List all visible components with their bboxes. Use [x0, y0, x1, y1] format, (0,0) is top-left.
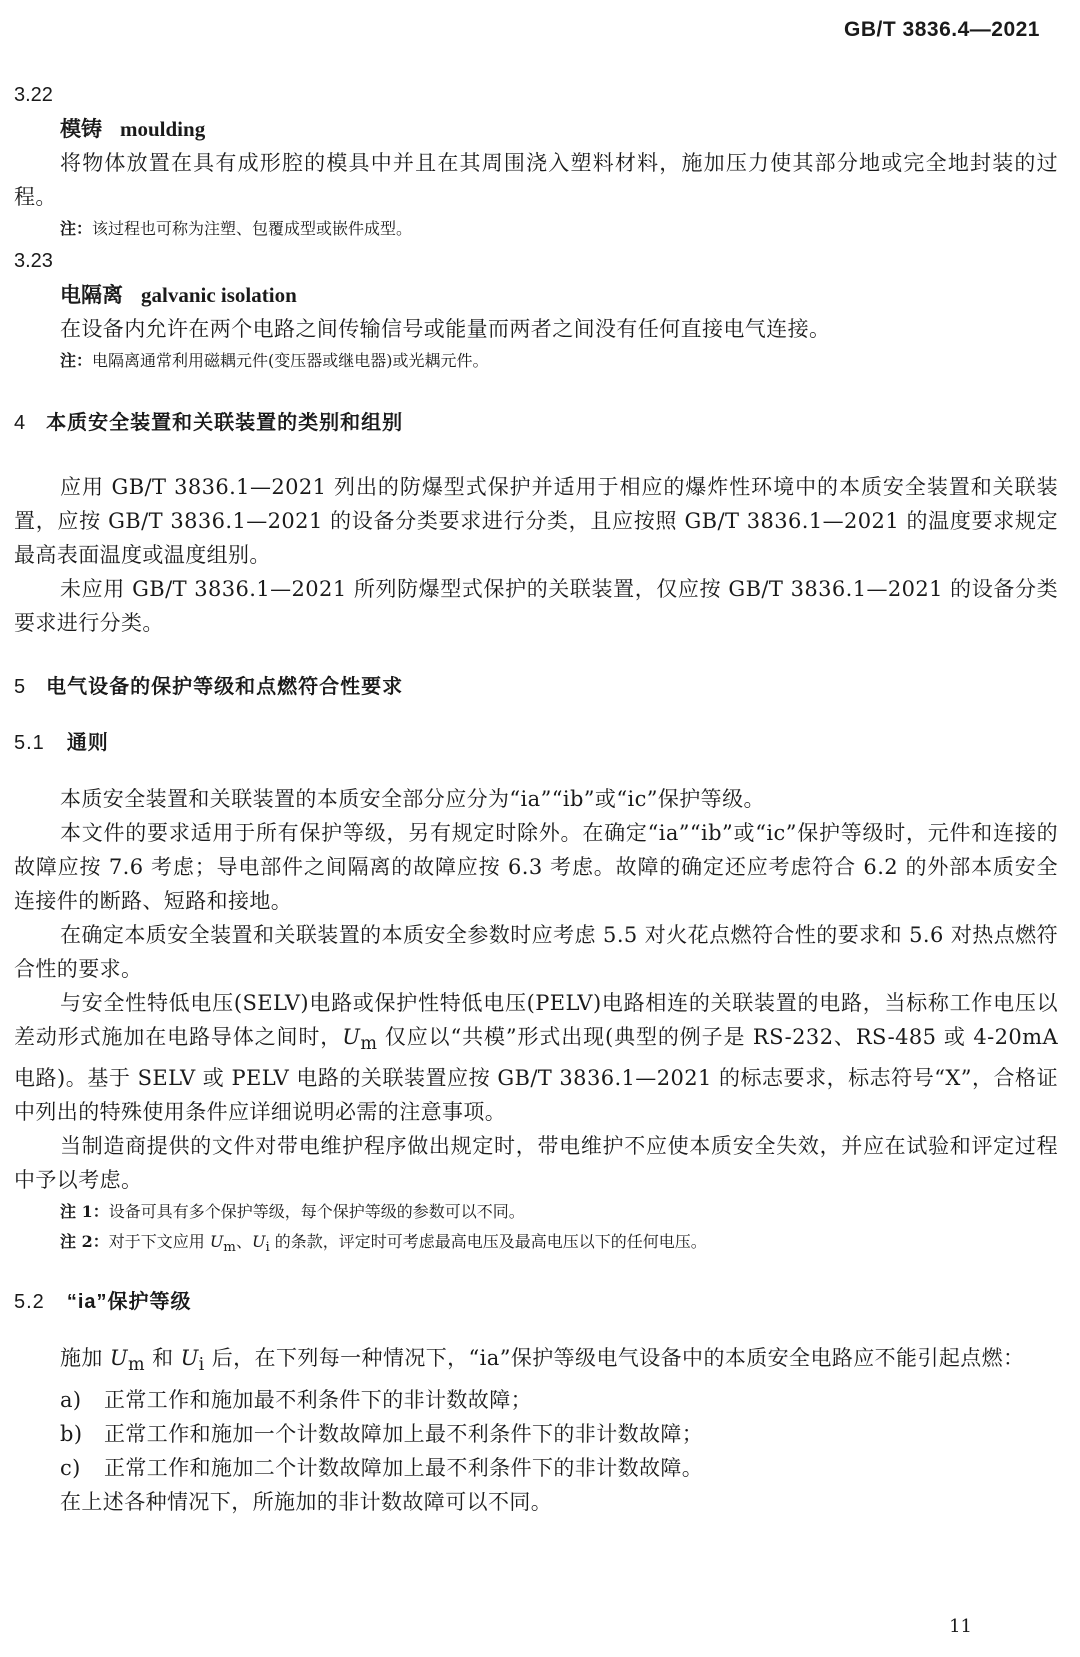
subscript-m: m [223, 1240, 236, 1256]
list-item [14, 1417, 1058, 1451]
section-title: 通则 [66, 732, 109, 754]
term-heading-galvanic-isolation [14, 278, 1058, 312]
list-text: 正常工作和施加一个计数故障加上最不利条件下的非计数故障； [104, 1421, 704, 1446]
section-5-1-paragraph-5: 当制造商提供的文件对带电维护程序做出规定时，带电维护不应使本质安全失效，并应在试验和评定过程中予以考虑。 [14, 1134, 1058, 1193]
term-number-3-23: 3.23 [14, 250, 53, 272]
term-number-3-22: 3.22 [14, 84, 53, 106]
term-en: galvanic isolation [141, 283, 297, 307]
term-note [14, 214, 1058, 244]
symbol-u: U [180, 1346, 199, 1371]
list-marker: a) [60, 1387, 82, 1412]
note-label: 注 1： [60, 1202, 109, 1222]
section-number: 5.2 [14, 1291, 45, 1314]
note-text: 电隔离通常利用磁耦元件(变压器或继电器)或光耦元件。 [92, 351, 489, 370]
section-heading-5 [14, 670, 1058, 704]
page-number: 11 [949, 1616, 972, 1637]
text-run: 后，在下列每一种情况下，“ia”保护等级电气设备中的本质安全电路应不能引起点燃： [204, 1346, 1025, 1371]
list-item [14, 1383, 1058, 1417]
subscript-i: i [198, 1355, 205, 1376]
list-text: 正常工作和施加二个计数故障加上最不利条件下的非计数故障。 [104, 1455, 704, 1480]
section-number: 5 [14, 676, 27, 698]
note-text: 设备可具有多个保护等级，每个保护等级的参数可以不同。 [108, 1202, 525, 1222]
section-title: “ia”保护等级 [66, 1291, 192, 1314]
section-heading-4 [14, 406, 1058, 440]
note-text: 对于下文应用 [108, 1232, 210, 1252]
section-title: 电气设备的保护等级和点燃符合性要求 [46, 676, 404, 698]
document-body [14, 78, 1058, 1519]
note-text: 的条款，评定时可考虑最高电压及最高电压以下的任何电压。 [269, 1232, 707, 1252]
section-title: 本质安全装置和关联装置的类别和组别 [46, 412, 404, 434]
note-text: 、 [235, 1232, 252, 1252]
term-zh: 电隔离 [60, 282, 123, 307]
section-5-1-note-2 [14, 1227, 1058, 1263]
section-number: 4 [14, 412, 27, 434]
subscript-i: i [265, 1240, 270, 1256]
text-run: 和 [145, 1346, 181, 1371]
section-4-paragraph-2: 未应用 GB/T 3836.1—2021 所列防爆型式保护的关联装置，仅应按 GB/T 3836.1—2021 的设备分类要求进行分类。 [14, 577, 1058, 635]
section-5-1-paragraph-2: 本文件的要求适用于所有保护等级，另有规定时除外。在确定“ia”“ib”或“ic”保护等级时，元件和连接的故障应按 7.6 考虑；导电部件之间隔离的故障应按 6.3 考虑。故障的确定还应考虑符合 6.2 的外部本质安全连接件的断路、短路和接地。 [14, 821, 1058, 913]
symbol-u: U [109, 1346, 128, 1371]
text-run: 仅应以“共模”形式出现(典型的例子是 RS-232、RS-485 或 4-20mA 电路)。基于 SELV 或 PELV 电路的关联装置应按 GB/T 3836.1—2021 的标志要求，标志符号“X”，合格证中列出的特殊使用条件应详细说明必需的注意事项。 [14, 1025, 1059, 1125]
note-text: 该过程也可称为注塑、包覆成型或嵌件成型。 [92, 219, 413, 238]
section-heading-5-1 [14, 726, 1058, 760]
term-definition: 将物体放置在具有成形腔的模具中并且在其周围浇入塑料材料，施加压力使其部分地或完全地封装的过程。 [14, 151, 1058, 209]
symbol-u: U [342, 1025, 361, 1049]
symbol-u: U [209, 1232, 224, 1252]
note-label: 注 2： [60, 1232, 109, 1252]
symbol-u: U [251, 1232, 266, 1252]
list-text: 正常工作和施加最不利条件下的非计数故障； [104, 1387, 532, 1412]
section-5-2-paragraph-2: 在上述各种情况下，所施加的非计数故障可以不同。 [60, 1489, 553, 1514]
section-5-1-paragraph-1: 本质安全装置和关联装置的本质安全部分应分为“ia”“ib”或“ic”保护等级。 [60, 787, 765, 811]
note-label: 注： [60, 351, 93, 370]
term-note [14, 346, 1058, 376]
list-item [14, 1451, 1058, 1485]
note-label: 注： [60, 219, 93, 238]
term-definition: 在设备内允许在两个电路之间传输信号或能量而两者之间没有任何直接电气连接。 [60, 317, 831, 341]
text-run: 施加 [60, 1346, 110, 1371]
list-marker: b) [60, 1421, 83, 1446]
document-standard-number: GB/T 3836.4—2021 [844, 18, 1040, 41]
term-zh: 模铸 [60, 116, 102, 141]
section-5-1-note-1 [14, 1197, 1058, 1227]
section-5-1-paragraph-4 [14, 986, 1058, 1129]
section-5-2-paragraph-1 [14, 1341, 1058, 1382]
section-4-paragraph-1: 应用 GB/T 3836.1—2021 列出的防爆型式保护并适用于相应的爆炸性环境中的本质安全装置和关联装置，应按 GB/T 3836.1—2021 的设备分类要求进行分类，且应按照 GB/T 3836.1—2021 的温度要求规定最高表面温度或温度组别。 [14, 475, 1058, 567]
section-heading-5-2 [14, 1285, 1058, 1319]
list-marker: c) [60, 1455, 81, 1480]
term-en: moulding [120, 117, 206, 141]
term-heading-moulding [14, 112, 1058, 146]
section-5-1-paragraph-3: 在确定本质安全装置和关联装置的本质安全参数时应考虑 5.5 对火花点燃符合性的要求和 5.6 对热点燃符合性的要求。 [14, 923, 1058, 981]
subscript-m: m [128, 1355, 145, 1376]
section-number: 5.1 [14, 732, 45, 754]
subscript-m: m [360, 1034, 378, 1055]
text-run: 与安全性特低电压(SELV)电路或保护性特低电压(PELV)电路相连的关联装置的电路，当标称工作电压以差动形式施加在电路导体之间时， [14, 991, 1058, 1049]
